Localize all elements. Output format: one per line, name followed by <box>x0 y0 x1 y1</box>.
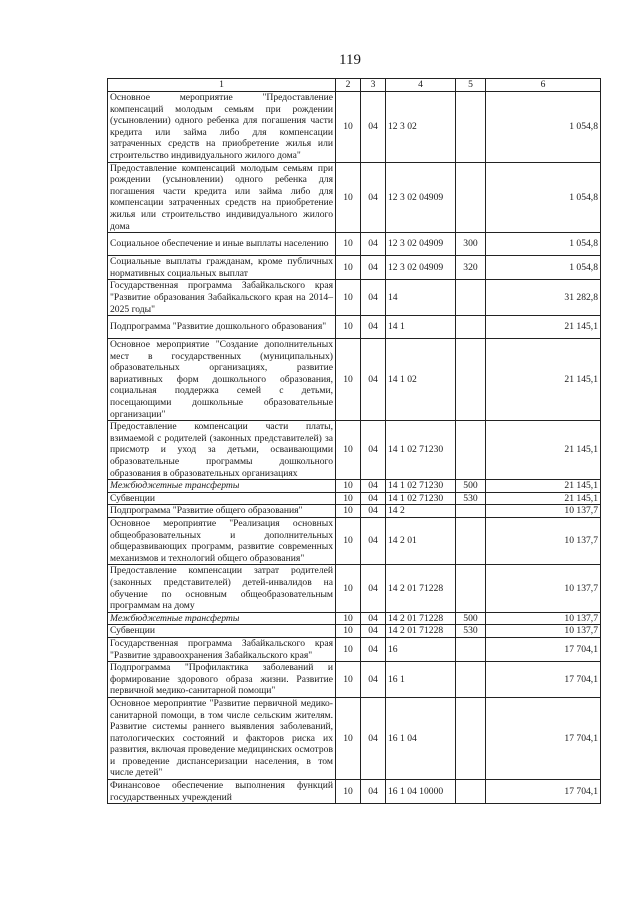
target-article-cell: 16 1 <box>386 662 456 698</box>
table-row <box>108 480 601 493</box>
table-row <box>108 256 601 280</box>
amount-cell: 17 704,1 <box>486 662 601 698</box>
target-article-cell: 14 2 01 <box>386 518 456 565</box>
row-name-cell: Государственная программа Забайкальского края "Развитие образования Забайкальского края на 2014–2025 годы" <box>108 280 336 316</box>
section-code-cell: 10 <box>336 492 361 505</box>
amount-cell: 10 137,7 <box>486 518 601 565</box>
section-code-cell: 10 <box>336 316 361 339</box>
subsection-code-cell: 04 <box>361 162 386 233</box>
subsection-code-cell: 04 <box>361 505 386 518</box>
expense-type-cell <box>456 162 486 233</box>
amount-cell: 1 054,8 <box>486 256 601 280</box>
table-row <box>108 662 601 698</box>
section-code-cell: 10 <box>336 280 361 316</box>
amount-cell: 17 704,1 <box>486 697 601 779</box>
amount-cell: 10 137,7 <box>486 505 601 518</box>
subsection-code-cell: 04 <box>361 339 386 421</box>
table-row <box>108 505 601 518</box>
row-name-cell: Предоставление компенсации части платы, взимаемой с родителей (законных представителей) за присмотр и уход за детьми, осваивающими образовательные программы дошкольного образования в образовательных организациях <box>108 421 336 480</box>
expense-type-cell <box>456 339 486 421</box>
expense-type-cell <box>456 505 486 518</box>
column-header: 4 <box>386 79 456 92</box>
subsection-code-cell: 04 <box>361 780 386 804</box>
target-article-cell: 12 3 02 <box>386 92 456 163</box>
expense-type-cell <box>456 697 486 779</box>
target-article-cell: 14 2 01 71228 <box>386 625 456 638</box>
expense-type-cell: 530 <box>456 492 486 505</box>
target-article-cell: 12 3 02 04909 <box>386 233 456 256</box>
expense-type-cell: 300 <box>456 233 486 256</box>
expense-type-cell: 500 <box>456 612 486 625</box>
row-name-cell: Предоставление компенсации затрат родителей (законных представителей) детей-инвалидов на обучение по основным общеобразовательным программам на дому <box>108 565 336 612</box>
amount-cell: 10 137,7 <box>486 612 601 625</box>
subsection-code-cell: 04 <box>361 480 386 493</box>
amount-cell: 21 145,1 <box>486 316 601 339</box>
table-row <box>108 625 601 638</box>
column-header: 6 <box>486 79 601 92</box>
section-code-cell: 10 <box>336 256 361 280</box>
expense-type-cell <box>456 421 486 480</box>
row-name-cell: Основное мероприятие "Развитие первичной медико-санитарной помощи, в том числе сельским жителям. Развитие системы раннего выявления заболеваний, патологических состояний и факторов риска их развития, включая проведение медицинских осмотров и проведение диспансеризации населения, в том числе детей" <box>108 697 336 779</box>
table-row <box>108 637 601 661</box>
table-row <box>108 162 601 233</box>
row-name-cell: Субвенции <box>108 492 336 505</box>
subsection-code-cell: 04 <box>361 233 386 256</box>
section-code-cell: 10 <box>336 421 361 480</box>
subsection-code-cell: 04 <box>361 565 386 612</box>
amount-cell: 1 054,8 <box>486 92 601 163</box>
amount-cell: 10 137,7 <box>486 625 601 638</box>
target-article-cell: 14 1 02 <box>386 339 456 421</box>
row-name-cell: Финансовое обеспечение выполнения функций государственных учреждений <box>108 780 336 804</box>
section-code-cell: 10 <box>336 565 361 612</box>
table-row <box>108 565 601 612</box>
subsection-code-cell: 04 <box>361 316 386 339</box>
row-name-cell: Основное мероприятие "Создание дополнительных мест в государственных (муниципальных) образовательных организациях, развитие вариативных форм дошкольного образования, социальная поддержка семей с детьми, посещающими дошкольные образовательные организации" <box>108 339 336 421</box>
expense-type-cell <box>456 637 486 661</box>
section-code-cell: 10 <box>336 662 361 698</box>
table-row <box>108 339 601 421</box>
row-name-cell: Основное мероприятие "Реализация основных общеобразовательных и дополнительных общеразвивающих программ, развитие современных механизмов и технологий общего образования" <box>108 518 336 565</box>
expense-type-cell <box>456 518 486 565</box>
table-row <box>108 492 601 505</box>
column-header: 2 <box>336 79 361 92</box>
section-code-cell: 10 <box>336 339 361 421</box>
table-row <box>108 518 601 565</box>
expense-type-cell: 530 <box>456 625 486 638</box>
subsection-code-cell: 04 <box>361 421 386 480</box>
amount-cell: 21 145,1 <box>486 421 601 480</box>
target-article-cell: 14 <box>386 280 456 316</box>
expense-type-cell <box>456 565 486 612</box>
expense-type-cell: 500 <box>456 480 486 493</box>
subsection-code-cell: 04 <box>361 280 386 316</box>
target-article-cell: 16 1 04 <box>386 697 456 779</box>
table-row <box>108 780 601 804</box>
table-row <box>108 697 601 779</box>
subsection-code-cell: 04 <box>361 612 386 625</box>
expense-type-cell <box>456 780 486 804</box>
expense-type-cell <box>456 92 486 163</box>
section-code-cell: 10 <box>336 612 361 625</box>
section-code-cell: 10 <box>336 697 361 779</box>
row-name-cell: Подпрограмма "Профилактика заболеваний и формирование здорового образа жизни. Развитие первичной медико-санитарной помощи" <box>108 662 336 698</box>
target-article-cell: 14 1 <box>386 316 456 339</box>
table-header-row <box>108 79 601 92</box>
expense-type-cell <box>456 662 486 698</box>
target-article-cell: 14 2 <box>386 505 456 518</box>
section-code-cell: 10 <box>336 480 361 493</box>
row-name-cell: Основное мероприятие "Предоставление компенсаций молодым семьям при рождении (усыновлении) одного ребенка для погашения части кредита или займа либо для компенсации затраченных средств на приобретение жилья или строительство индивидуального жилого дома" <box>108 92 336 163</box>
column-header: 5 <box>456 79 486 92</box>
amount-cell: 1 054,8 <box>486 233 601 256</box>
budget-table <box>107 78 601 804</box>
target-article-cell: 12 3 02 04909 <box>386 162 456 233</box>
page-number: 119 <box>339 52 361 68</box>
row-name-cell: Подпрограмма "Развитие дошкольного образования" <box>108 316 336 339</box>
amount-cell: 1 054,8 <box>486 162 601 233</box>
subsection-code-cell: 04 <box>361 637 386 661</box>
subsection-code-cell: 04 <box>361 92 386 163</box>
subsection-code-cell: 04 <box>361 518 386 565</box>
subsection-code-cell: 04 <box>361 492 386 505</box>
target-article-cell: 14 2 01 71228 <box>386 612 456 625</box>
subsection-code-cell: 04 <box>361 256 386 280</box>
row-name-cell: Субвенции <box>108 625 336 638</box>
amount-cell: 17 704,1 <box>486 637 601 661</box>
table-row <box>108 421 601 480</box>
expense-type-cell <box>456 316 486 339</box>
subsection-code-cell: 04 <box>361 662 386 698</box>
subsection-code-cell: 04 <box>361 625 386 638</box>
table-row <box>108 612 601 625</box>
table-row <box>108 316 601 339</box>
section-code-cell: 10 <box>336 162 361 233</box>
amount-cell: 10 137,7 <box>486 565 601 612</box>
section-code-cell: 10 <box>336 518 361 565</box>
section-code-cell: 10 <box>336 505 361 518</box>
section-code-cell: 10 <box>336 92 361 163</box>
table-row <box>108 233 601 256</box>
row-name-cell: Государственная программа Забайкальского края "Развитие здравоохранения Забайкальского края" <box>108 637 336 661</box>
target-article-cell: 12 3 02 04909 <box>386 256 456 280</box>
row-name-cell: Межбюджетные трансферты <box>108 612 336 625</box>
row-name-cell: Подпрограмма "Развитие общего образования" <box>108 505 336 518</box>
column-header: 3 <box>361 79 386 92</box>
amount-cell: 17 704,1 <box>486 780 601 804</box>
section-code-cell: 10 <box>336 780 361 804</box>
row-name-cell: Социальное обеспечение и иные выплаты населению <box>108 233 336 256</box>
target-article-cell: 16 1 04 10000 <box>386 780 456 804</box>
expense-type-cell: 320 <box>456 256 486 280</box>
amount-cell: 21 145,1 <box>486 492 601 505</box>
row-name-cell: Социальные выплаты гражданам, кроме публичных нормативных социальных выплат <box>108 256 336 280</box>
amount-cell: 21 145,1 <box>486 339 601 421</box>
row-name-cell: Межбюджетные трансферты <box>108 480 336 493</box>
section-code-cell: 10 <box>336 625 361 638</box>
column-header: 1 <box>108 79 336 92</box>
expense-type-cell <box>456 280 486 316</box>
target-article-cell: 14 1 02 71230 <box>386 492 456 505</box>
amount-cell: 31 282,8 <box>486 280 601 316</box>
target-article-cell: 14 1 02 71230 <box>386 480 456 493</box>
table-row <box>108 92 601 163</box>
row-name-cell: Предоставление компенсаций молодым семьям при рождении (усыновлении) одного ребенка для погашения части кредита или займа либо для компенсации затраченных средств на приобретение жилья или строительство индивидуального жилого дома <box>108 162 336 233</box>
amount-cell: 21 145,1 <box>486 480 601 493</box>
target-article-cell: 16 <box>386 637 456 661</box>
table-row <box>108 280 601 316</box>
target-article-cell: 14 1 02 71230 <box>386 421 456 480</box>
section-code-cell: 10 <box>336 233 361 256</box>
target-article-cell: 14 2 01 71228 <box>386 565 456 612</box>
subsection-code-cell: 04 <box>361 697 386 779</box>
section-code-cell: 10 <box>336 637 361 661</box>
